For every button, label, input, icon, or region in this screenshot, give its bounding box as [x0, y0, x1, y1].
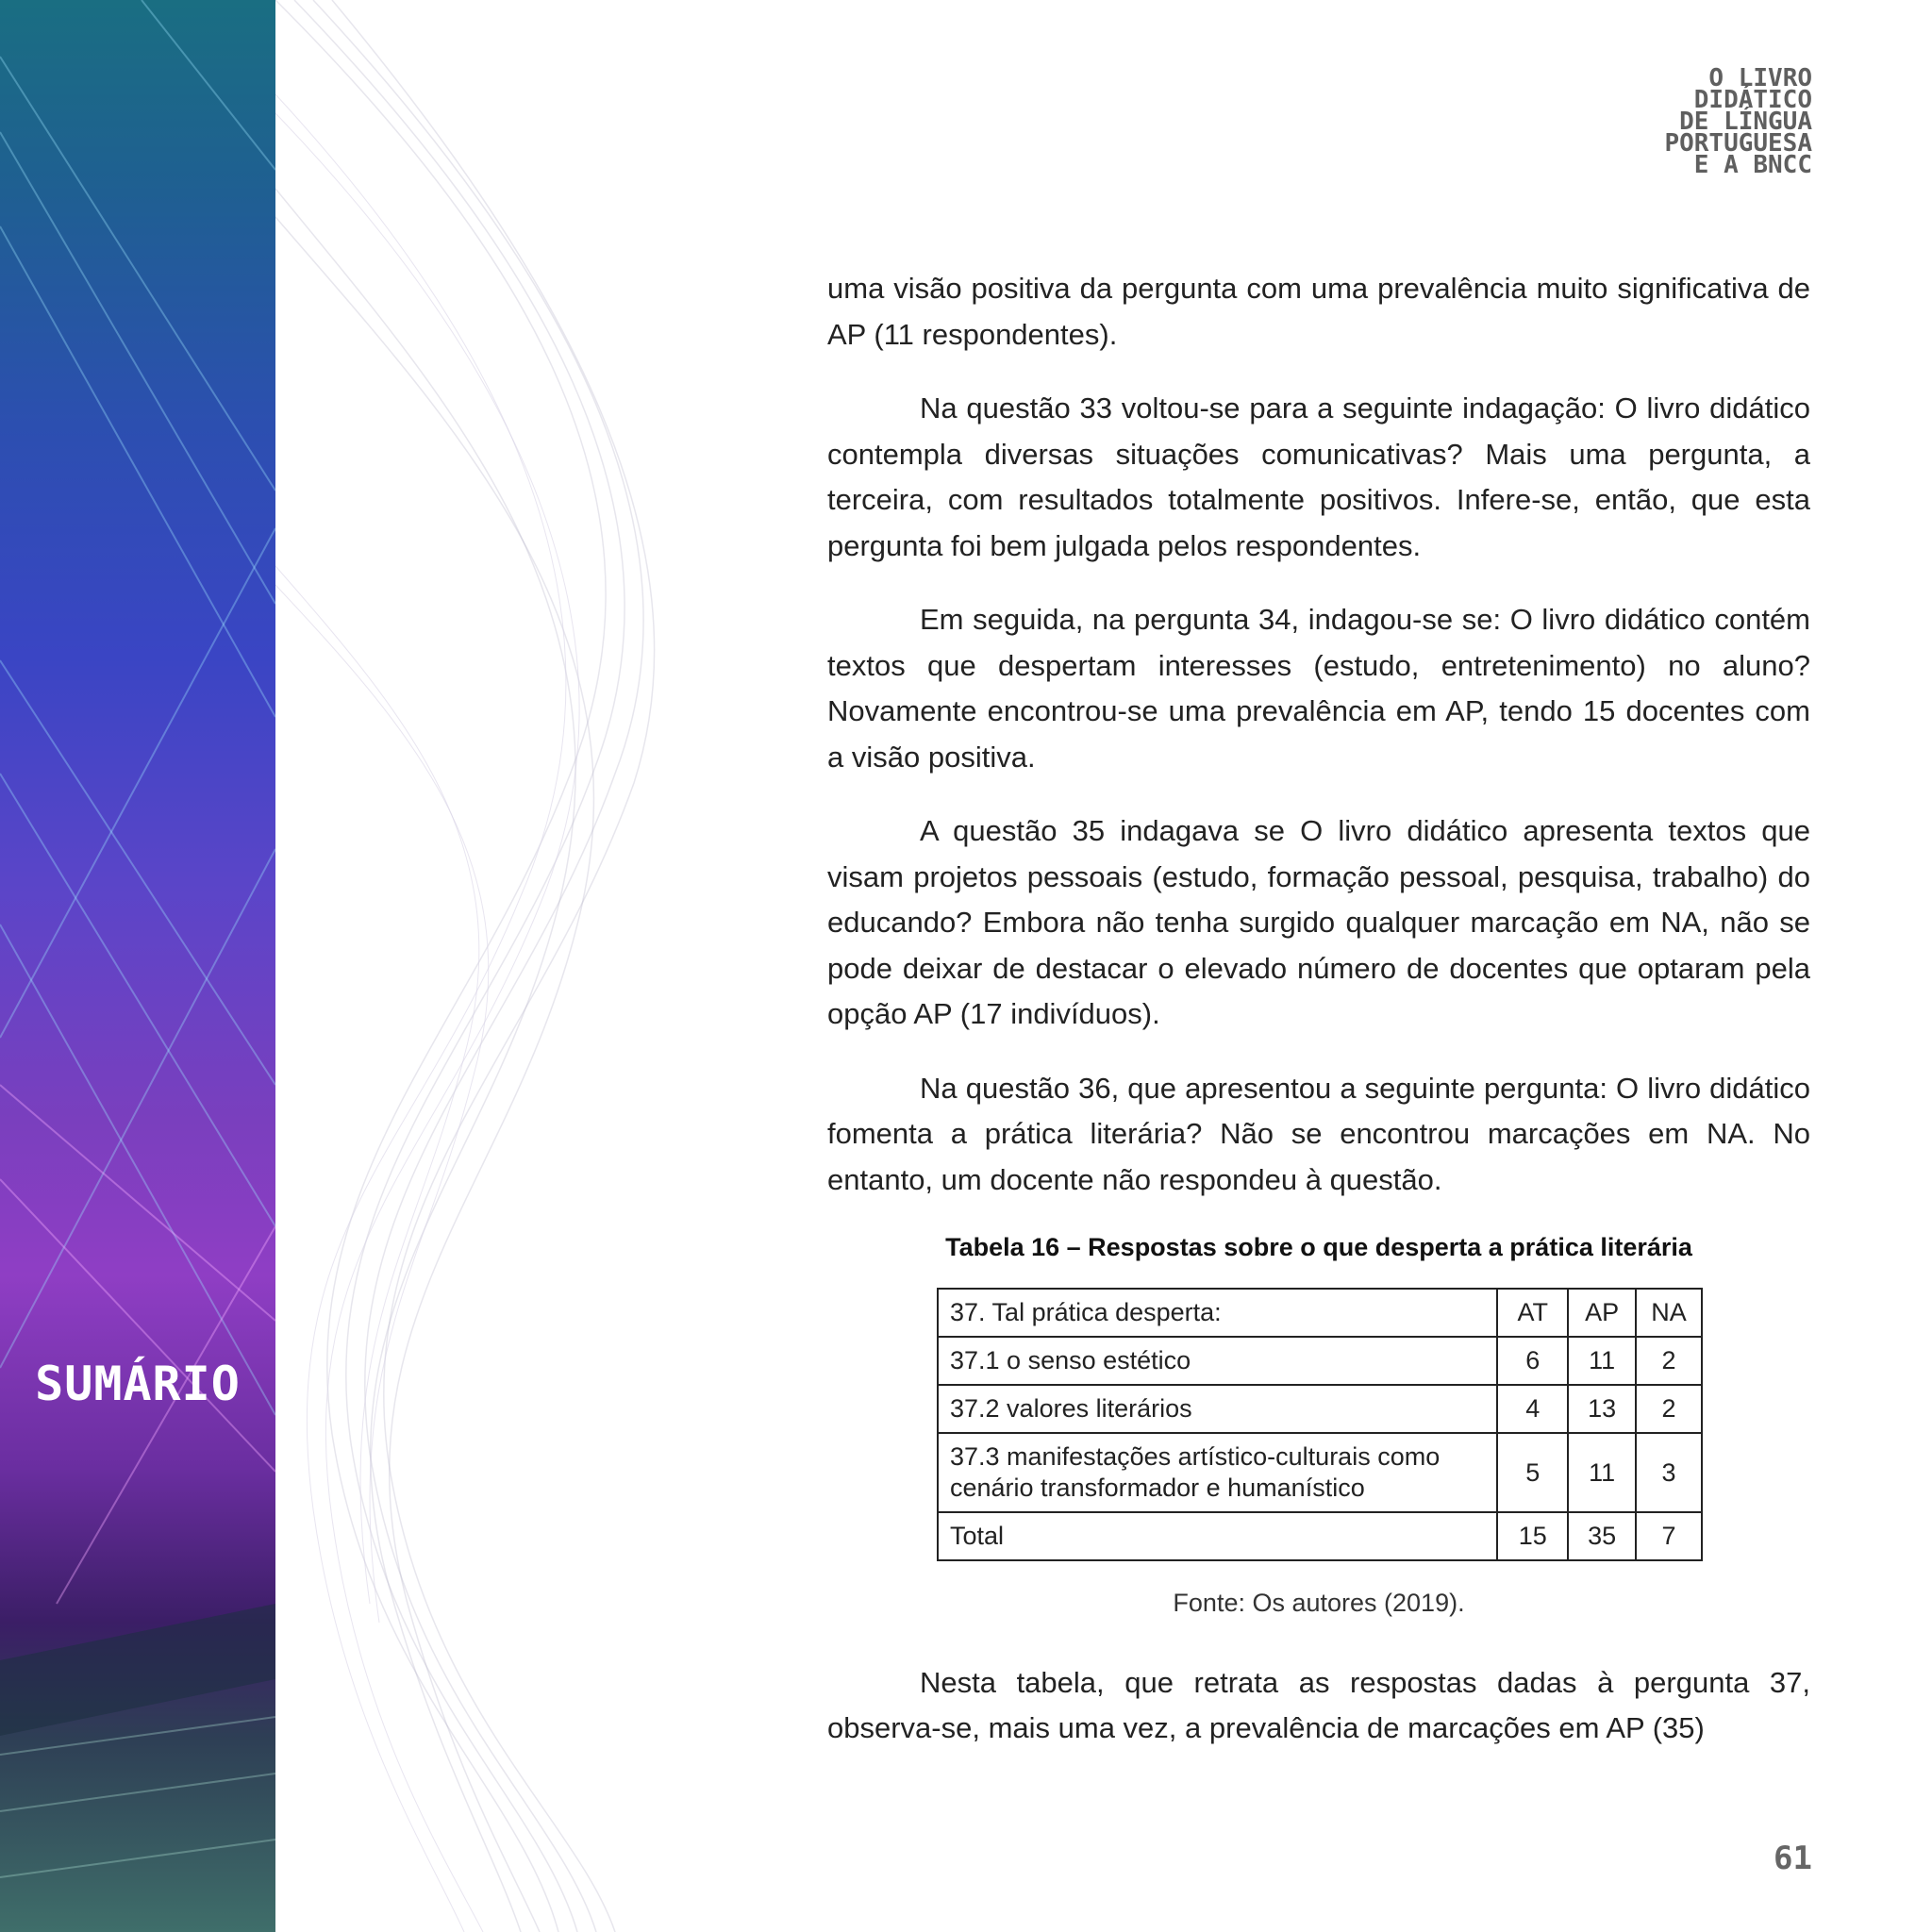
table-cell: 7 [1636, 1512, 1702, 1560]
paragraph: uma visão positiva da pergunta com uma prevalência muito significativa de AP (11 respondentes). [827, 272, 1810, 351]
page-number: 61 [1774, 1840, 1812, 1877]
table-cell: 37.2 valores literários [938, 1385, 1497, 1433]
sumario-link[interactable]: SUMÁRIO [35, 1357, 241, 1411]
table-cell: 35 [1568, 1512, 1636, 1560]
table-header-cell: 37. Tal prática desperta: [938, 1289, 1497, 1337]
table-header-row [938, 1289, 1702, 1337]
table-cell: 15 [1497, 1512, 1568, 1560]
wave-decoration [275, 0, 709, 1932]
table-cell: 11 [1568, 1433, 1636, 1512]
book-title-line: DE LÍNGUA [1679, 108, 1812, 136]
table-header-cell: NA [1636, 1289, 1702, 1337]
book-title-line: E A BNCC [1693, 151, 1812, 179]
table-cell: 6 [1497, 1337, 1568, 1385]
table-cell: 5 [1497, 1433, 1568, 1512]
table-cell: 11 [1568, 1337, 1636, 1385]
table-row [938, 1433, 1702, 1512]
paragraph: A questão 35 indagava se O livro didático apresenta textos que visam projetos pessoais (estudo, formação pessoal, pesquisa, trabalho) do educando? Embora não tenha surgido qualquer marcação em NA, não se pode deixar de destacar o elevado número de docentes que optaram pela opção AP (17 indivíduos). [827, 814, 1810, 1030]
sidebar-band [0, 0, 275, 1932]
paragraph: Na questão 33 voltou-se para a seguinte indagação: O livro didático contempla diversas situações comunicativas? Mais uma pergunta, a terceira, com resultados totalmente positivos. Infere-se, então, que esta pergunta foi bem julgada pelos respondentes. [827, 391, 1810, 562]
main-content [827, 266, 1810, 1780]
table-cell: 2 [1636, 1385, 1702, 1433]
table-header-cell: AT [1497, 1289, 1568, 1337]
table-cell: 2 [1636, 1337, 1702, 1385]
sidebar-decoration [0, 0, 275, 1932]
book-title-line: O LIVRO [1708, 64, 1812, 92]
table-cell: 37.1 o senso estético [938, 1337, 1497, 1385]
results-table [937, 1288, 1703, 1561]
table-row [938, 1337, 1702, 1385]
paragraph: Na questão 36, que apresentou a seguinte pergunta: O livro didático fomenta a prática literária? Não se encontrou marcações em NA. No entanto, um docente não respondeu à questão. [827, 1071, 1810, 1196]
paragraph: Em seguida, na pergunta 34, indagou-se se: O livro didático contém textos que despertam interesses (estudo, entretenimento) no aluno? Novamente encontrou-se uma prevalência em AP, tendo 15 docentes com a visão positiva. [827, 603, 1810, 774]
table-caption: Tabela 16 – Respostas sobre o que desperta a prática literária [945, 1233, 1692, 1261]
table-header-cell: AP [1568, 1289, 1636, 1337]
table-cell: 3 [1636, 1433, 1702, 1512]
book-title-line: PORTUGUESA [1664, 129, 1812, 158]
table-cell: 37.3 manifestações artístico-culturais como cenário transformador e humanístico [938, 1433, 1497, 1512]
book-title-line: DIDÁTICO [1693, 86, 1812, 114]
table-cell: 4 [1497, 1385, 1568, 1433]
table-source: Fonte: Os autores (2019). [1173, 1589, 1465, 1617]
book-title [1664, 64, 1812, 179]
table-row [938, 1385, 1702, 1433]
table-total-row [938, 1512, 1702, 1560]
paragraph: Nesta tabela, que retrata as respostas dadas à pergunta 37, observa-se, mais uma vez, a prevalência de marcações em AP (35) [827, 1665, 1810, 1744]
table-cell: Total [938, 1512, 1497, 1560]
table-cell: 13 [1568, 1385, 1636, 1433]
